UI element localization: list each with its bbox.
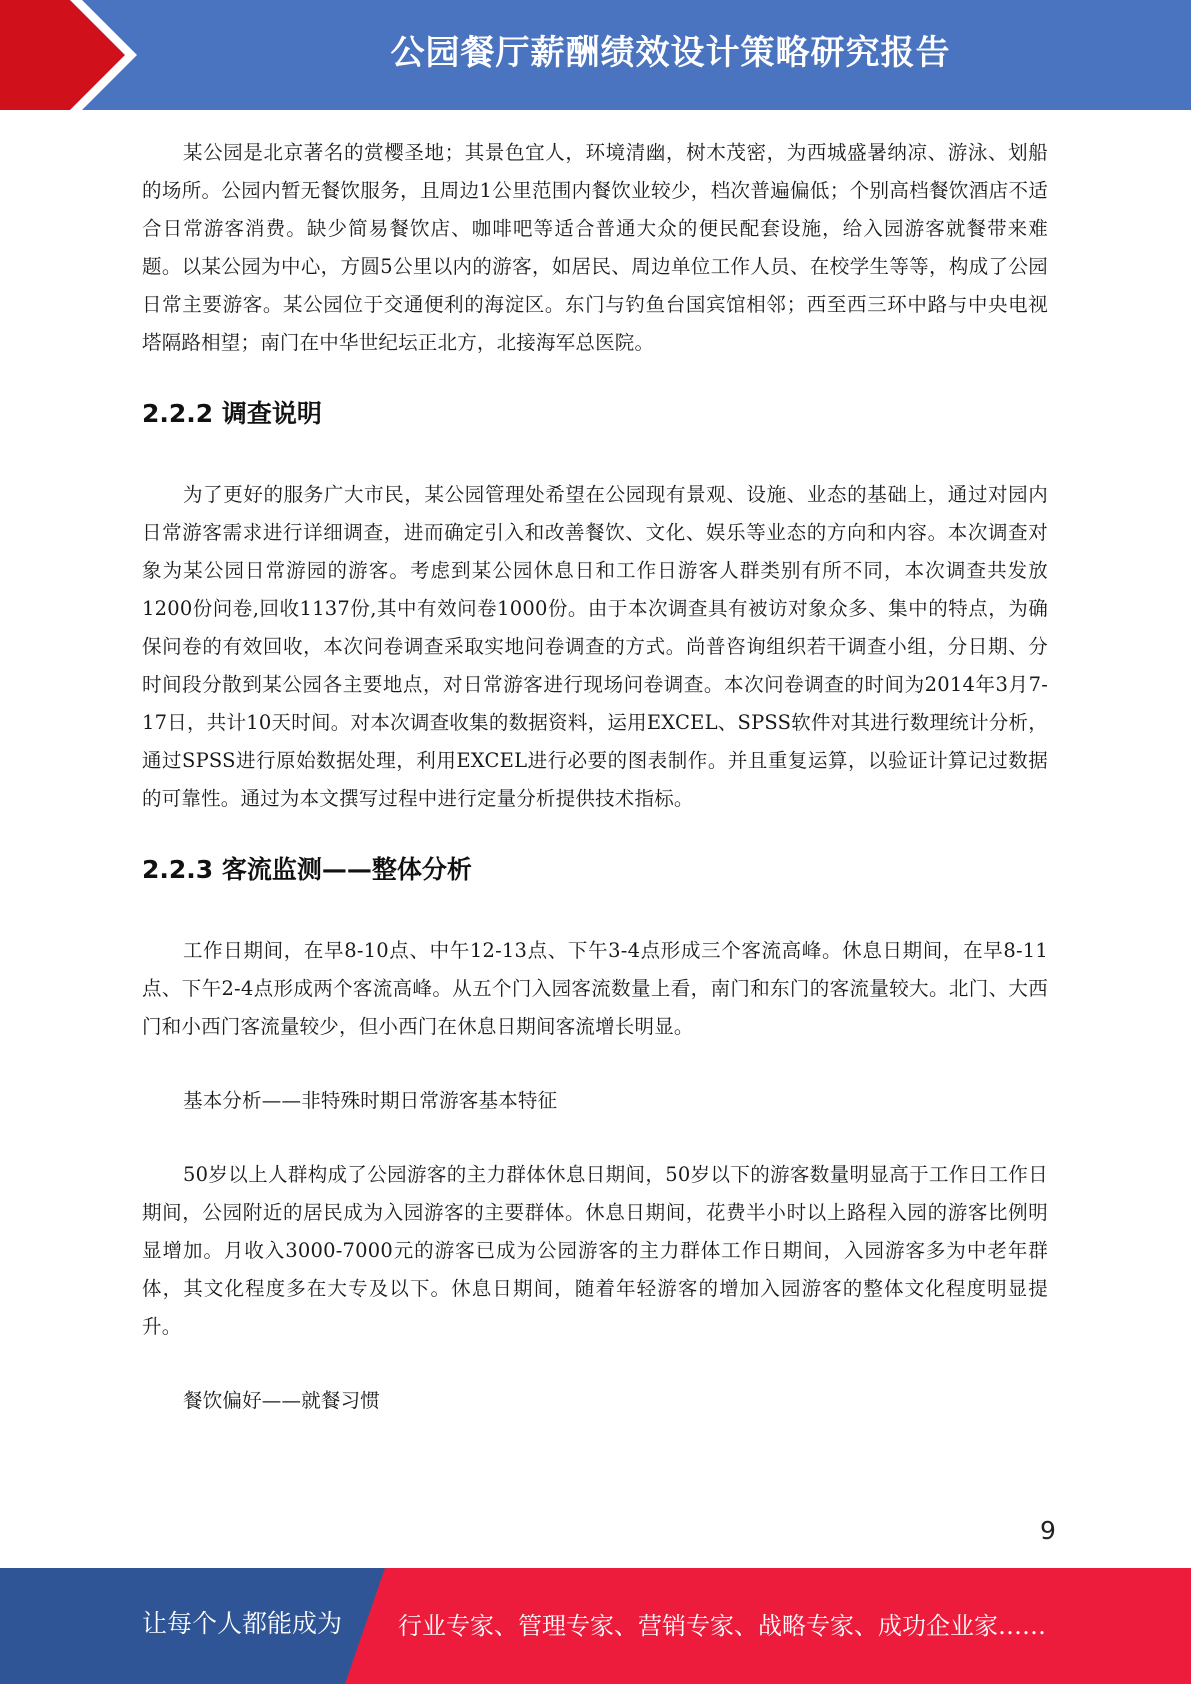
section-heading-survey: 2.2.2 调查说明 <box>142 399 322 428</box>
body-paragraph-visitor-characteristics: 50岁以上人群构成了公园游客的主力群体休息日期间，50岁以下的游客数量明显高于工作日工作日期间，公园附近的居民成为入园游客的主要群体。休息日期间，花费半小时以上路程入园的游客比例明显增加。月收入3000-7000元的游客已成为公园游客的主力群体工作日期间，入园游客多为中老年群体，其文化程度多在大专及以下。休息日期间，随着年轻游客的增加入园游客的整体文化程度明显提升。 <box>142 1163 1048 1338</box>
subheading-dining-preferences: 餐饮偏好——就餐习惯 <box>183 1389 381 1412</box>
body-paragraph-survey-description: 为了更好的服务广大市民，某公园管理处希望在公园现有景观、设施、业态的基础上，通过对园内日常游客需求进行详细调查，进而确定引入和改善餐饮、文化、娱乐等业态的方向和内容。本次调查对象为某公园日常游园的游客。考虑到某公园休息日和工作日游客人群类别有所不同，本次调查共发放1200份问卷,回收1137份,其中有效问卷1000份。由于本次调查具有被访对象众多、集中的特点，为确保问卷的有效回收，本次问卷调查采取实地问卷调查的方式。尚普咨询组织若干调查小组，分日期、分时间段分散到某公园各主要地点，对日常游客进行现场问卷调查。本次问卷调查的时间为2014年3月7-17日，共计10天时间。对本次调查收集的数据资料，运用EXCEL、SPSS软件对其进行数理统计分析，通过SPSS进行原始数据处理，利用EXCEL进行必要的图表制作。并且重复运算，以验证计算记过数据的可靠性。通过为本文撰写过程中进行定量分析提供技术指标。 <box>142 483 1048 810</box>
body-paragraph-park-overview: 某公园是北京著名的赏樱圣地；其景色宜人，环境清幽，树木茂密，为西城盛暑纳凉、游泳、划船的场所。公园内暂无餐饮服务，且周边1公里范围内餐饮业较少，档次普遍偏低；个别高档餐饮酒店不适合日常游客消费。缺少简易餐饮店、咖啡吧等适合普通大众的便民配套设施，给入园游客就餐带来难题。以某公园为中心，方圆5公里以内的游客，如居民、周边单位工作人员、在校学生等等，构成了公园日常主要游客。某公园位于交通便利的海淀区。东门与钓鱼台国宾馆相邻；西至西三环中路与中央电视塔隔路相望；南门在中华世纪坛正北方，北接海军总医院。 <box>142 141 1048 354</box>
document-title: 公园餐厅薪酬绩效设计策略研究报告 <box>390 33 951 73</box>
body-paragraph-traffic-peaks: 工作日期间，在早8-10点、中午12-13点、下午3-4点形成三个客流高峰。休息日期间，在早8-11点、下午2-4点形成两个客流高峰。从五个门入园客流数量上看，南门和东门的客流量较大。北门、大西门和小西门客流量较少，但小西门在休息日期间客流增长明显。 <box>142 939 1048 1038</box>
footer-slogan-right: 行业专家、管理专家、营销专家、战略专家、成功企业家…… <box>398 1612 1046 1640</box>
footer-slogan-left: 让每个人都能成为 <box>142 1609 343 1638</box>
subheading-basic-analysis: 基本分析——非特殊时期日常游客基本特征 <box>183 1089 558 1112</box>
page-footer <box>0 1568 1191 1684</box>
section-heading-traffic-monitoring: 2.2.3 客流监测——整体分析 <box>142 855 472 884</box>
page-number: 9 <box>1040 1516 1056 1545</box>
page-header <box>0 0 1191 110</box>
page-content <box>142 134 1048 1420</box>
